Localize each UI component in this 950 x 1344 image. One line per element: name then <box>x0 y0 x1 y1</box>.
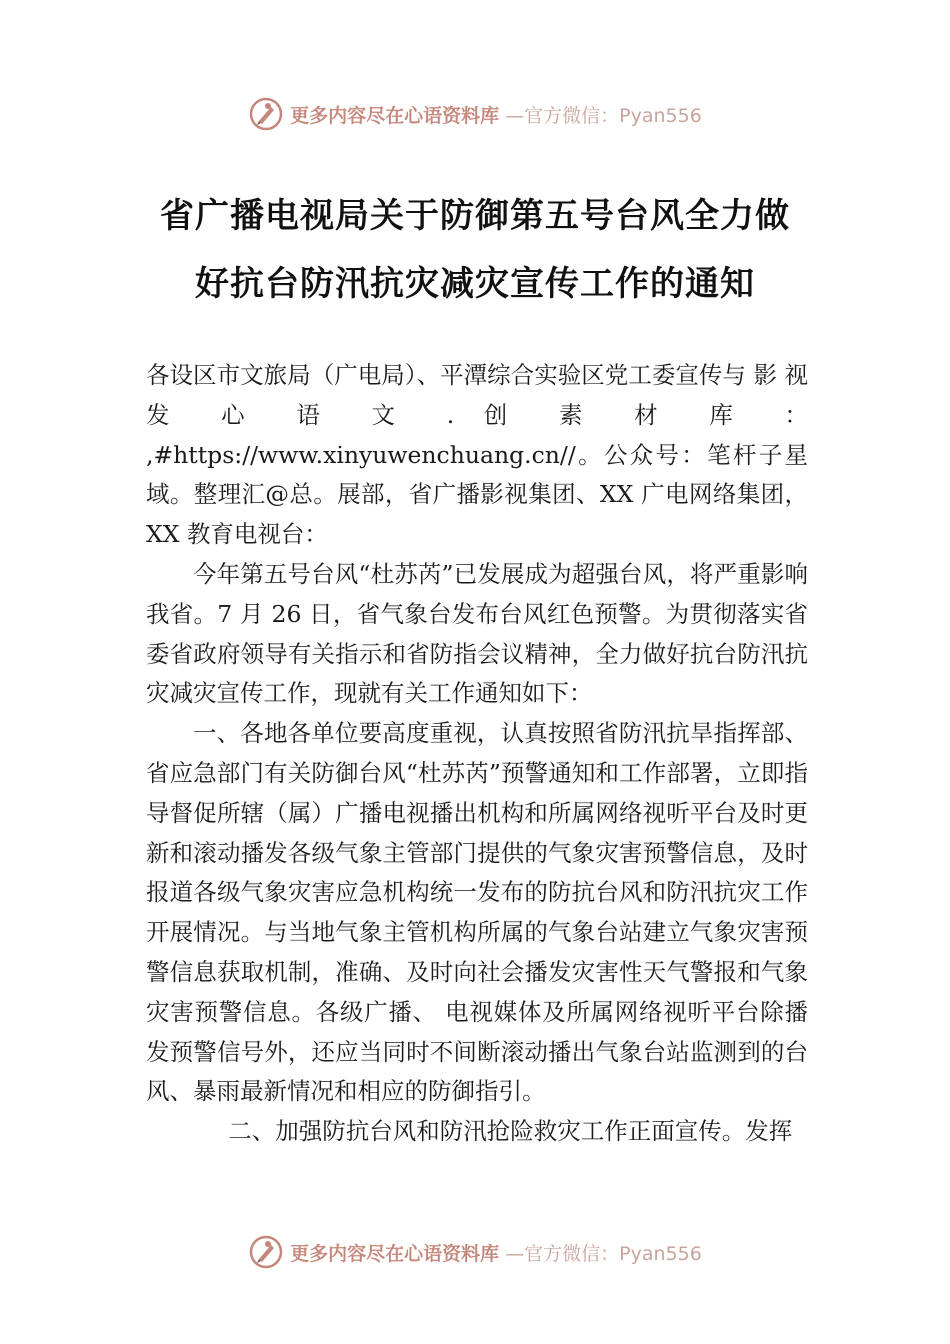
watermark-header <box>0 96 950 132</box>
watermark-footer <box>0 1234 950 1270</box>
document-body <box>146 356 808 1152</box>
section-one-paragraph: 一、各地各单位要高度重视，认真按照省防汛抗旱指挥部、省应急部门有关防御台风“杜苏芮”预警通知和工作部署，立即指导督促所辖（属）广播电视播出机构和所属网络视听平台及时更新和滚动播发各级气象主管部门提供的气象灾害预警信息，及时报道各级气象灾害应急机构统一发布的防抗台风和防汛抗灾工作开展情况。与当地气象主管机构所属的气象台站建立气象灾害预警信息获取机制，准确、及时向社会播发灾害性天气警报和气象灾害预警信息。各级广播、 电视媒体及所属网络视听平台除播发预警信号外，还应当同时不间断滚动播出气象台站监测到的台风、暴雨最新情况和相应的防御指引。 <box>146 719 808 1106</box>
document-title-line2: 好抗台防汛抗灾减灾宣传工作的通知 <box>195 264 755 304</box>
watermark-brand: 更多内容尽在心语资料库 <box>290 104 500 127</box>
pen-logo-icon <box>248 96 284 132</box>
watermark-brand: 更多内容尽在心语资料库 <box>290 1242 500 1265</box>
document-title-line1: 省广播电视局关于防御第五号台风全力做 <box>160 196 790 236</box>
watermark-contact: —官方微信：Pyan556 <box>505 104 702 127</box>
pen-logo-icon <box>248 1234 284 1270</box>
salutation-paragraph: 各设区市文旅局（广电局）、平潭综合实验区党工委宣传与 影 视 发 心 语 文 . 创 素 材 库 ： ,#https://www.xinyuwenchuang.cn//。公众号：笔杆子星域。整理汇@总。展部，省广播影视集团、XX 广电网络集团，XX 教育电视台： <box>146 361 808 549</box>
section-two-paragraph: 二、加强防抗台风和防汛抢险救灾工作正面宣传。发挥 <box>228 1117 793 1146</box>
intro-paragraph: 今年第五号台风“杜苏芮”已发展成为超强台风，将严重影响我省。7 月 26 日，省气象台发布台风红色预警。为贯彻落实省委省政府领导有关指示和省防指会议精神，全力做好抗台防汛抗灾减灾宣传工作，现就有关工作通知如下： <box>146 559 808 708</box>
watermark-contact: —官方微信：Pyan556 <box>505 1242 702 1265</box>
